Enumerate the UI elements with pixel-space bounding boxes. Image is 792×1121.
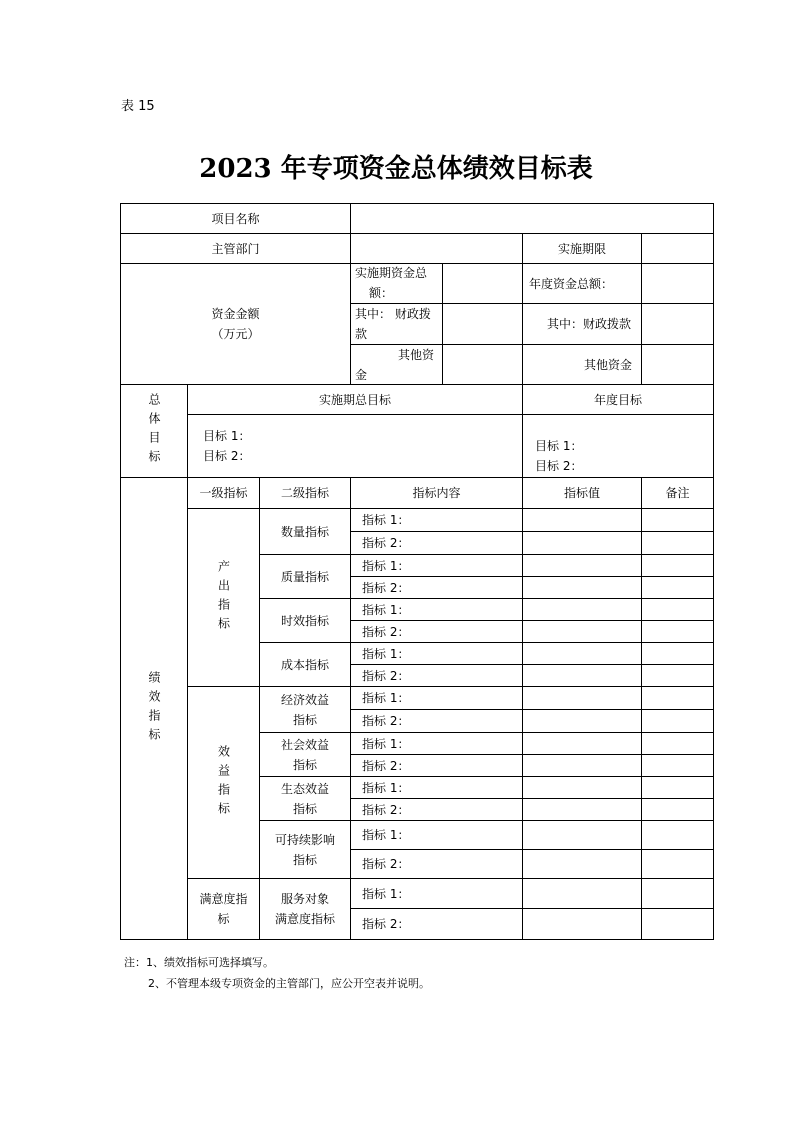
annual-fiscal-field[interactable] — [642, 304, 713, 344]
annual-other-field[interactable] — [642, 345, 713, 384]
goals-section-label — [121, 385, 187, 477]
level2-sustainable-a: 可持续影响 — [274, 832, 335, 847]
funding-unit-label: （万元） — [211, 327, 260, 341]
level2-ecological — [260, 777, 350, 820]
header-remark: 备注 — [665, 486, 690, 500]
period-total-label-a: 实施期资金总 — [355, 266, 428, 280]
item-quality-1[interactable]: 指标 1： — [362, 558, 410, 573]
item-service-1[interactable]: 指标 1： — [362, 886, 410, 901]
level2-social-b: 指标 — [292, 757, 317, 772]
item-quantity-2[interactable]: 指标 2： — [362, 536, 410, 550]
header-value: 指标值 — [563, 486, 600, 500]
level2-time: 时效指标 — [280, 613, 329, 628]
item-economic-2[interactable]: 指标 2： — [362, 714, 410, 728]
item-service-2[interactable]: 指标 2： — [362, 917, 410, 931]
period-goal-2[interactable]: 目标 2： — [203, 449, 251, 463]
item-ecological-2[interactable]: 指标 2： — [362, 802, 410, 817]
level1-satisfaction-a: 满意度指 — [199, 892, 248, 906]
annual-goal-1[interactable]: 目标 1： — [535, 439, 583, 453]
project-name-field[interactable] — [351, 204, 713, 233]
level2-sustainable — [260, 821, 350, 878]
level2-economic — [260, 687, 350, 732]
header-level1: 一级指标 — [199, 486, 248, 500]
annual-total-label: 年度资金总额： — [529, 276, 614, 291]
dept-label: 主管部门 — [211, 241, 260, 256]
period-fiscal-field[interactable] — [443, 304, 522, 344]
period-field[interactable] — [642, 234, 713, 263]
period-other-label-b: 金 — [355, 368, 368, 382]
level2-ecological-b: 指标 — [292, 801, 317, 816]
indicators-section-text: 绩效指标 — [147, 670, 161, 747]
funding-label: 资金金额 — [211, 307, 260, 321]
indicators-section-label — [121, 478, 187, 939]
item-sustainable-2[interactable]: 指标 2： — [362, 857, 410, 871]
header-content: 指标内容 — [412, 486, 461, 500]
item-sustainable-1[interactable]: 指标 1： — [362, 828, 410, 842]
item-time-2[interactable]: 指标 2： — [362, 624, 410, 639]
level1-satisfaction — [188, 879, 259, 939]
level1-output-text: 产出指标 — [216, 559, 231, 636]
page-title: 2023 年专项资金总体绩效目标表 — [199, 154, 593, 184]
period-goal-header: 实施期总目标 — [318, 392, 391, 407]
period-label: 实施期限 — [557, 241, 606, 256]
goals-section-text: 总体目标 — [147, 393, 161, 469]
level2-economic-b: 指标 — [292, 712, 317, 727]
item-ecological-1[interactable]: 指标 1： — [362, 780, 410, 795]
item-economic-1[interactable]: 指标 1： — [362, 691, 410, 705]
item-cost-1[interactable]: 指标 1： — [362, 646, 410, 661]
header-level2: 二级指标 — [280, 486, 329, 500]
period-other-field[interactable] — [443, 345, 522, 384]
annual-goal-header: 年度目标 — [593, 392, 642, 407]
level2-service — [260, 879, 350, 939]
level2-ecological-a: 生态效益 — [280, 781, 329, 796]
level2-sustainable-b: 指标 — [292, 852, 317, 867]
level1-benefit-text: 效益指标 — [216, 744, 231, 821]
period-fiscal-label-b: 款 — [355, 327, 368, 341]
footnotes — [124, 952, 430, 994]
period-fiscal-label-a: 其中： 财政拨 — [355, 307, 431, 321]
level2-service-a: 服务对象 — [280, 892, 329, 906]
level1-satisfaction-b: 标 — [217, 912, 230, 926]
annual-fiscal-label: 其中：财政拨款 — [547, 317, 632, 331]
table-number-label: 表 15 — [121, 99, 155, 114]
annual-other-label: 其他资金 — [584, 357, 633, 372]
level2-quality: 质量指标 — [280, 569, 329, 584]
item-social-2[interactable]: 指标 2： — [362, 758, 410, 773]
period-total-label-b: 额： — [369, 286, 394, 300]
item-quality-2[interactable]: 指标 2： — [362, 580, 410, 595]
item-quantity-1[interactable]: 指标 1： — [362, 513, 410, 527]
period-other-label-a: 其他资 — [398, 348, 435, 362]
period-total-field[interactable] — [443, 264, 522, 303]
item-cost-2[interactable]: 指标 2： — [362, 668, 410, 683]
level2-social-a: 社会效益 — [280, 737, 329, 752]
note-2: 2、不管理本级专项资金的主管部门，应公开空表并说明。 — [148, 977, 430, 990]
annual-total-field[interactable] — [642, 264, 713, 303]
project-name-label: 项目名称 — [211, 211, 260, 226]
level1-benefit — [188, 687, 259, 878]
note-1: 注：1、绩效指标可选择填写。 — [124, 956, 274, 969]
level2-cost: 成本指标 — [280, 657, 329, 672]
dept-field[interactable] — [351, 234, 522, 263]
level2-economic-a: 经济效益 — [280, 692, 329, 707]
level2-social — [260, 733, 350, 776]
item-social-1[interactable]: 指标 1： — [362, 736, 410, 751]
level2-service-b: 满意度指标 — [274, 912, 335, 926]
item-time-1[interactable]: 指标 1： — [362, 602, 410, 617]
level1-output — [188, 509, 259, 686]
level2-quantity: 数量指标 — [280, 524, 329, 539]
annual-goal-2[interactable]: 目标 2： — [535, 459, 583, 473]
period-goal-1[interactable]: 目标 1： — [203, 429, 251, 443]
